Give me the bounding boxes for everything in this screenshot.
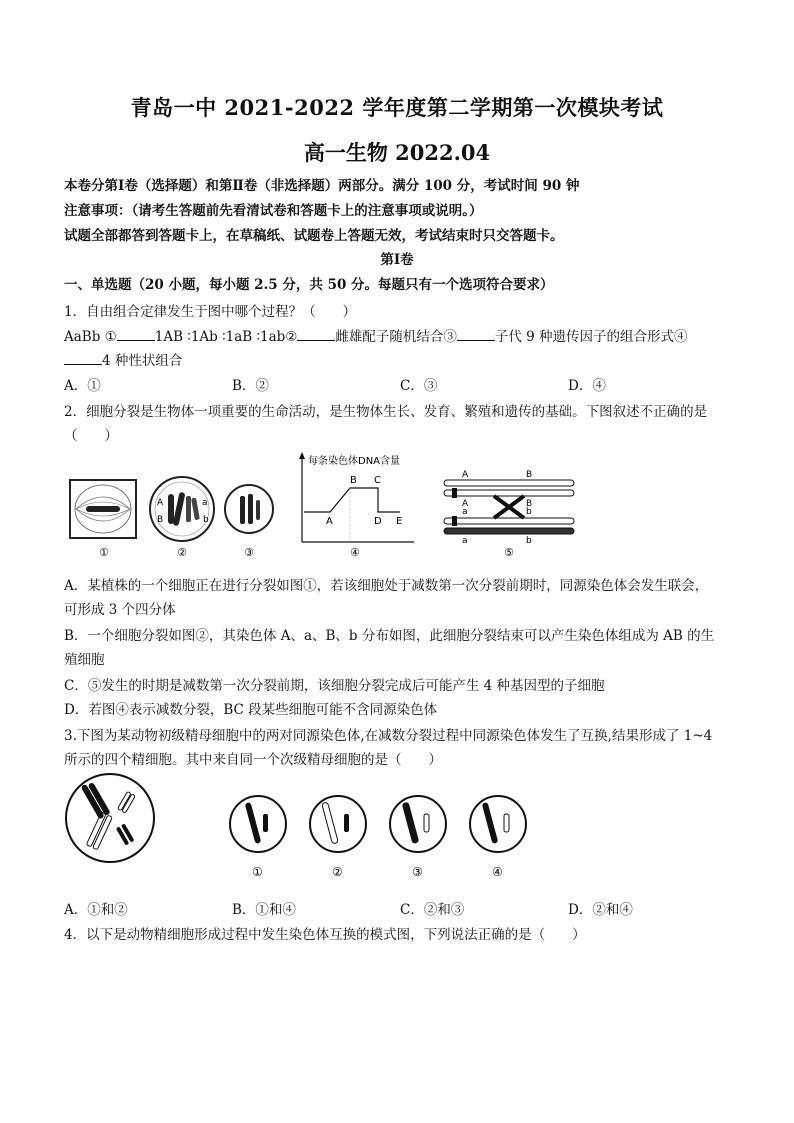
q3-sperm-cell-2	[310, 796, 366, 852]
svg-text:A: A	[462, 499, 469, 509]
q2-option-a-2: 可形成 3 个四分体	[64, 602, 176, 618]
q2-fig3-cell	[225, 485, 273, 533]
q1-flow-s4: 4 种性状组合	[102, 353, 183, 369]
q1-blank-2	[297, 328, 335, 341]
q1-flow-s3: 子代 9 种遗传因子的组合形式④	[494, 329, 688, 345]
q3-stem-2: 所示的四个精细胞。其中来自同一个次级精母细胞的是（ ）	[64, 752, 442, 768]
intro-line-1: 本卷分第Ⅰ卷（选择题）和第Ⅱ卷（非选择题）两部分。满分 100 分，考试时间 90 钟	[64, 178, 580, 194]
q2-fig5-crossover	[444, 470, 574, 546]
q2-fig-label-4: ④	[350, 546, 360, 559]
q3-primary-cell	[66, 774, 154, 862]
q3-option-a[interactable]: A．①和②	[64, 902, 128, 918]
q2-option-b-1[interactable]: B．一个细胞分裂如图②，其染色体 A、a、B、b 分布如图，此细胞分裂结束可以产生染色体组成为 AB 的生	[64, 628, 715, 644]
q2-stem-1: 2．细胞分裂是生物体一项重要的生命活动，是生物体生长、发育、繁殖和遗传的基础。下图叙述不正确的是	[64, 404, 708, 420]
svg-text:a: a	[462, 507, 468, 517]
q2-fig4-graph	[299, 452, 414, 542]
q2-stem-2: （ ）	[64, 428, 118, 444]
q2-graph-point-b: B	[350, 475, 357, 486]
q3-fig-label-4: ④	[492, 865, 503, 879]
q1-flow-start: AaBb ①	[64, 329, 117, 345]
q2-fig-label-1: ①	[99, 546, 109, 559]
q2-fig-label-5: ⑤	[504, 546, 514, 559]
q3-fig-label-3: ③	[412, 865, 423, 879]
svg-text:b: b	[526, 507, 532, 517]
q2-graph-title: 每条染色体DNA含量	[308, 456, 401, 467]
section-heading: 第Ⅰ卷	[380, 252, 414, 268]
q1-blank-4	[64, 352, 102, 365]
q3-fig-label-1: ①	[252, 865, 263, 879]
q2-fig2-cell	[150, 477, 214, 541]
q1-flow	[64, 325, 688, 345]
svg-text:a: a	[462, 536, 468, 546]
q2-option-b-2: 殖细胞	[64, 652, 105, 668]
svg-text:A: A	[462, 470, 469, 480]
q1-blank-3	[457, 328, 495, 341]
q3-figure	[64, 772, 584, 882]
intro-line-3: 试题全部都答到答题卡上，在草稿纸、试题卷上答题无效，考试结束时只交答题卡。	[64, 228, 564, 244]
svg-text:A: A	[157, 498, 164, 508]
exam-subtitle: 高一生物 2022.04	[303, 140, 491, 165]
q2-graph-point-e: E	[396, 516, 403, 527]
q1-flow-s1: 1AB ∶1Ab ∶1aB ∶1ab②	[154, 329, 298, 345]
q1-flow-line2	[64, 349, 182, 369]
q1-option-c[interactable]: C．③	[400, 378, 438, 394]
svg-text:B: B	[526, 499, 533, 509]
svg-text:B: B	[157, 515, 164, 525]
q3-option-c[interactable]: C．②和③	[400, 902, 465, 918]
part-heading: 一、单选题（20 小题，每小题 2.5 分，共 50 分。每题只有一个选项符合要求）	[64, 277, 554, 293]
q2-option-c[interactable]: C．⑤发生的时期是减数第一次分裂前期，该细胞分裂完成后可能产生 4 种基因型的子细胞	[64, 678, 605, 694]
svg-text:a: a	[202, 498, 208, 508]
q2-option-d[interactable]: D．若图④表示减数分裂，BC 段某些细胞可能不含同源染色体	[64, 702, 438, 718]
q3-stem-1: 3.下图为某动物初级精母细胞中的两对同源染色体,在减数分裂过程中同源染色体发生了互换,结果形成了 1~4	[64, 728, 713, 744]
q1-blank-1	[117, 328, 155, 341]
intro-line-2: 注意事项：（请考生答题前先看清试卷和答题卡上的注意事项或说明。）	[64, 203, 483, 219]
q2-graph-point-c: C	[374, 475, 381, 486]
q2-figure	[64, 450, 684, 560]
q2-fig-label-3: ③	[244, 546, 254, 559]
q1-option-d[interactable]: D．④	[568, 378, 606, 394]
q2-fig1-cell	[70, 480, 136, 538]
q2-graph-point-a: A	[326, 516, 333, 527]
q3-fig-label-2: ②	[332, 865, 343, 879]
q3-option-d[interactable]: D．②和④	[568, 902, 633, 918]
q1-stem: 1．自由组合定律发生于图中哪个过程？（ ）	[64, 304, 357, 320]
q4-stem: 4．以下是动物精细胞形成过程中发生染色体互换的模式图，下列说法正确的是（ ）	[64, 927, 586, 943]
q3-sperm-cell-3	[390, 796, 446, 852]
svg-text:b: b	[203, 515, 209, 525]
q2-fig-label-2: ②	[177, 546, 187, 559]
q2-graph-point-d: D	[374, 516, 382, 527]
svg-text:B: B	[526, 470, 533, 480]
exam-title: 青岛一中 2021-2022 学年度第二学期第一次模块考试	[130, 95, 664, 120]
svg-text:b: b	[526, 536, 532, 546]
q1-option-b[interactable]: B．②	[232, 378, 269, 394]
q1-option-a[interactable]: A．①	[64, 378, 101, 394]
q2-option-a-1[interactable]: A．某植株的一个细胞正在进行分裂如图①，若该细胞处于减数第一次分裂前期时，同源染色体会发生联会，	[64, 578, 709, 594]
q3-option-b[interactable]: B．①和④	[232, 902, 296, 918]
q3-sperm-cell-1	[230, 796, 286, 852]
q1-flow-s2: 雌雄配子随机结合③	[335, 329, 457, 345]
q3-sperm-cell-4	[470, 796, 526, 852]
